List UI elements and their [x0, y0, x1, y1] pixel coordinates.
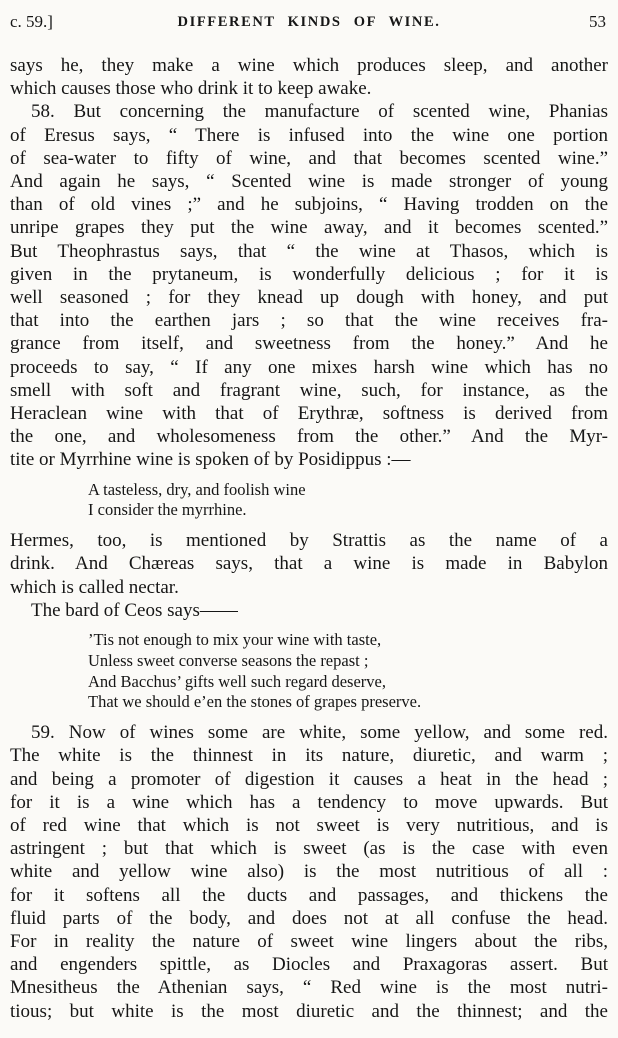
paragraph [10, 721, 608, 1023]
text-line: the one, and wholesomeness from the other.” And the Myr- [10, 426, 608, 448]
text-line: unripe grapes they put the wine away, and it becomes scented.” [10, 217, 608, 239]
text-line: That we should e’en the stones of grapes preserve. [88, 692, 422, 712]
verse-block [10, 630, 608, 713]
paragraph [10, 529, 608, 599]
text-line: And again he says, “ Scented wine is made stronger of young [10, 171, 608, 193]
text-line: white and yellow wine also) is the most nutritious of all : [10, 861, 608, 883]
text-line: and being a promoter of digestion it causes a heat in the head ; [10, 768, 608, 790]
paragraph [10, 599, 608, 622]
text-line: astringent ; but that which is sweet (as is the case with even [10, 838, 608, 860]
text-line: than of old vines ;” and he subjoins, “ Having trodden on the [10, 194, 608, 216]
text-line: drink. And Chæreas says, that a wine is made in Babylon [10, 553, 608, 575]
text-line: Hermes, too, is mentioned by Strattis as the name of a [10, 530, 608, 552]
page-header [10, 12, 608, 34]
text-line: for it softens all the ducts and passages, and thickens the [10, 884, 608, 906]
text-line: and engenders spittle, as Diocles and Praxagoras assert. But [10, 954, 608, 976]
text-line: says he, they make a wine which produces sleep, and another [10, 55, 608, 76]
text-line: I consider the myrrhine. [88, 500, 247, 520]
text-line: But Theophrastus says, that “ the wine at Thasos, which is [10, 240, 608, 262]
text-line: grance from itself, and sweetness from the honey.” And he [10, 333, 608, 355]
text-line: of Eresus says, “ There is infused into the wine one portion [10, 124, 608, 146]
text-line: given in the prytaneum, is wonderfully delicious ; for it is [10, 263, 608, 285]
verse-block [10, 480, 608, 522]
text-line: The white is the thinnest in its nature, diuretic, and warm ; [10, 745, 608, 767]
text-line: for it is a wine which has a tendency to move upwards. But [10, 791, 608, 813]
text-line: which is called nectar. [10, 576, 179, 598]
paragraph [10, 54, 608, 100]
text-line: that into the earthen jars ; so that the wine receives fra- [10, 310, 608, 332]
text-line: Unless sweet converse seasons the repast ; [88, 650, 369, 670]
text-line: of sea-water to fifty of wine, and that becomes scented wine.” [10, 147, 608, 169]
chapter-marker: c. 59.] [10, 12, 53, 31]
text-line: 58. But concerning the manufacture of scented wine, Phanias [31, 101, 608, 123]
text-line: tious; but white is the most diuretic and the thinnest; and the [10, 1000, 608, 1022]
text-line: which causes those who drink it to keep awake. [10, 78, 372, 100]
text-line: Mnesitheus the Athenian says, “ Red wine is the most nutri- [10, 977, 608, 999]
text-line: of red wine that which is not sweet is very nutritious, and is [10, 815, 608, 837]
text-line: For in reality the nature of sweet wine lingers about the ribs, [10, 931, 608, 953]
text-line: A tasteless, dry, and foolish wine [88, 479, 306, 499]
text-line: And Bacchus’ gifts well such regard deserve, [88, 671, 386, 691]
text-line: proceeds to say, “ If any one mixes harsh wine which has no [10, 356, 608, 378]
text-line: The bard of Ceos says—— [31, 599, 238, 621]
text-line: well seasoned ; for they knead up dough with honey, and put [10, 287, 608, 309]
page-number: 53 [589, 12, 606, 31]
paragraph [10, 100, 608, 471]
running-title: DIFFERENT KINDS OF WINE. [177, 14, 441, 30]
text-line: smell with soft and fragrant wine, such, for instance, as the [10, 379, 608, 401]
text-line: 59. Now of wines some are white, some yellow, and some red. [31, 722, 608, 744]
text-line: fluid parts of the body, and does not at all confuse the head. [10, 907, 608, 929]
text-line: tite or Myrrhine wine is spoken of by Posidippus :— [10, 449, 411, 471]
text-body [10, 54, 608, 1023]
text-line: ’Tis not enough to mix your wine with taste, [88, 630, 382, 650]
text-line: Heraclean wine with that of Erythræ, softness is derived from [10, 403, 608, 425]
